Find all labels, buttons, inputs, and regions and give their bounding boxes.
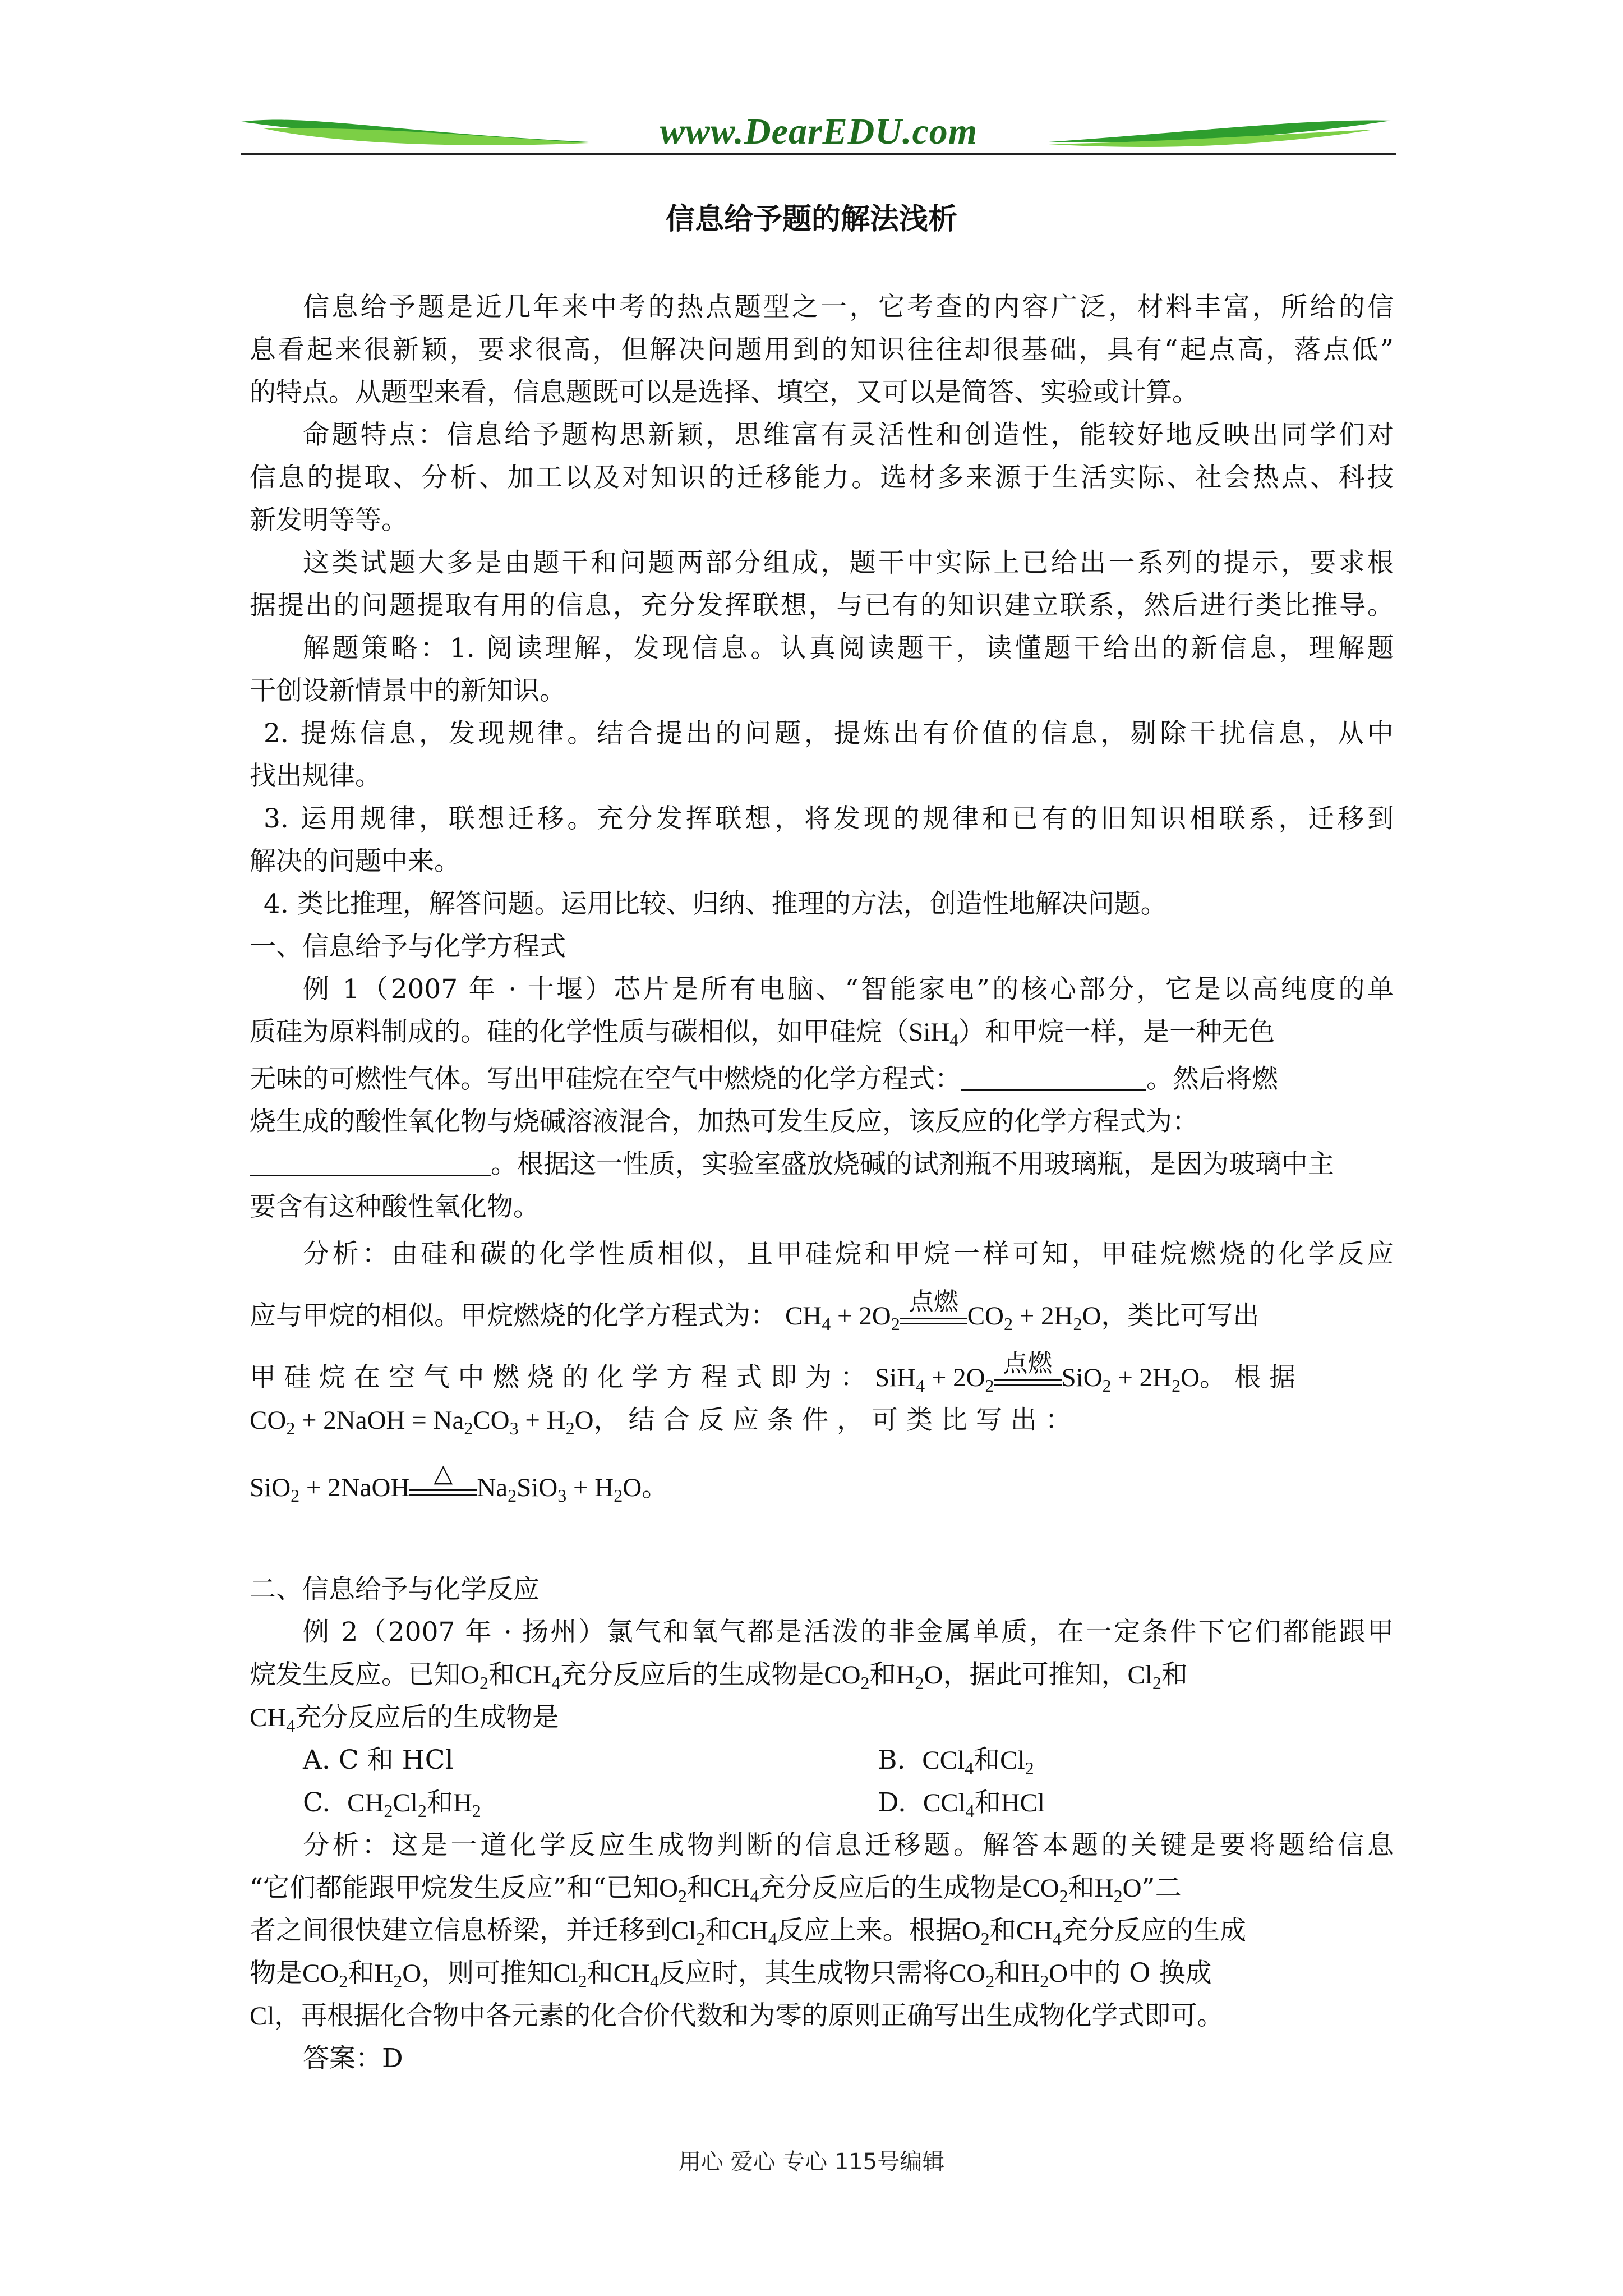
paragraph-line: 新发明等等。 — [250, 505, 408, 536]
answer-blank — [250, 1150, 491, 1176]
example-line: 烷发生反应。已知$O_2$和$CH_4$充分反应后的生成物是$CO_2$和$H_2O$，据此可推知，$Cl_2$和 — [250, 1659, 1188, 1693]
analysis-line: $CO_2$ + 2NaOH = $Na_2CO_3 + H_2O$， 结 合 反 应 条 件 ， 可 类 比 写 出 ： — [250, 1405, 1072, 1438]
section-heading: 二、信息给予与化学反应 — [250, 1574, 540, 1605]
example-line: 例 1（2007 年 · 十堰）芯片是所有电脑、“智能家电”的核心部分，它是以高纯度的单 — [303, 974, 1394, 1005]
paragraph-line: 4. 类比推理，解答问题。运用比较、归纳、推理的方法，创造性地解决问题。 — [264, 889, 1167, 919]
section-heading: 一、信息给予与化学方程式 — [250, 931, 566, 962]
example-line: 要含有这种酸性氧化物。 — [250, 1191, 540, 1222]
option-c[interactable]: C. $CH_2Cl_2$和$H_2$ — [303, 1787, 481, 1821]
example-line: 烧生成的酸性氧化物与烧碱溶液混合，加热可发生反应，该反应的化学方程式为： — [250, 1106, 1198, 1137]
paragraph-line: 干创设新情景中的新知识。 — [250, 675, 566, 706]
answer-line: 答案：D — [303, 2043, 403, 2074]
paragraph-line: 息看起来很新颖，要求很高，但解决问题用到的知识往往却很基础，具有“起点高，落点低” — [250, 334, 1394, 365]
analysis-line: Cl，再根据化合物中各元素的化合价代数和为零的原则正确写出生成物化学式即可。 — [250, 2000, 1224, 2031]
option-a[interactable]: A. C 和 HCl — [303, 1745, 454, 1775]
analysis-line: SiO$_2$ + 2NaOH △ $Na_2SiO_3 + H_2O$。 — [250, 1459, 668, 1506]
analysis-line: 分析：这是一道化学反应生成物判断的信息迁移题。解答本题的关键是要将题给信息 — [303, 1830, 1394, 1861]
example-line: 质硅为原料制成的。硅的化学性质与碳相似，如甲硅烷（SiH$_4$）和甲烷一样，是一种无色 — [250, 1016, 1275, 1050]
paragraph-line: 解题策略：1. 阅读理解，发现信息。认真阅读题干，读懂题干给出的新信息，理解题 — [303, 633, 1394, 664]
example-line: 。根据这一性质，实验室盛放烧碱的试剂瓶不用玻璃瓶，是因为玻璃中主 — [250, 1143, 1394, 1186]
analysis-line: 甲 硅 烷 在 空 气 中 燃 烧 的 化 学 方 程 式 即 为 ： $SiH_4 + 2O_2$ 点燃 $SiO_2 + 2H_2O$。 根 据 — [250, 1349, 1295, 1396]
header-divider — [241, 153, 1396, 155]
paragraph-line: 信息的提取、分析、加工以及对知识的迁移能力。选材多来源于生活实际、社会热点、科技 — [250, 462, 1394, 493]
page-footer: 用心 爱心 专心 115号编辑 — [678, 2149, 945, 2175]
paragraph-line: 3. 运用规律，联想迁移。充分发挥联想，将发现的规律和已有的旧知识相联系，迁移到 — [264, 803, 1394, 834]
example-line: 无味的可燃性气体。写出甲硅烷在空气中燃烧的化学方程式： 。然后将燃 — [250, 1064, 1278, 1094]
option-b[interactable]: B. CCl$_4$和$Cl_2$ — [878, 1745, 1034, 1778]
analysis-line: 应与甲烷的相似。甲烷燃烧的化学方程式为： $CH_4 + 2O_2$ 点燃 $CO_2 + 2H_2O$，类比可写出 — [250, 1287, 1260, 1334]
chemical-equation: $SiH_4 + 2O_2$ 点燃 $SiO_2 + 2H_2O$ — [874, 1349, 1200, 1396]
paragraph-line: 的特点。从题型来看，信息题既可以是选择、填空，又可以是简答、实验或计算。 — [250, 377, 1198, 408]
analysis-line: 物是$CO_2$和$H_2O$，则可推知$Cl_2$和$CH_4$反应时，其生成物只需将$CO_2$和$H_2O$中的 O 换成 — [250, 1958, 1212, 1991]
chemical-equation: $CH_4 + 2O_2$ 点燃 $CO_2 + 2H_2O$ — [785, 1287, 1101, 1334]
paragraph-line: 找出规律。 — [250, 761, 381, 792]
example-line: $CH_4$充分反应后的生成物是 — [250, 1702, 559, 1736]
paragraph-line: 据提出的问题提取有用的信息，充分发挥联想，与已有的知识建立联系，然后进行类比推导。 — [250, 590, 1394, 621]
chemical-equation: $CO_2$ + 2NaOH = $Na_2CO_3 + H_2O$ — [250, 1406, 594, 1438]
example-line: 例 2（2007 年 · 扬州）氯气和氧气都是活泼的非金属单质，在一定条件下它们都能跟甲 — [303, 1617, 1394, 1648]
option-d[interactable]: D. CCl$_4$和HCl — [878, 1787, 1045, 1821]
paragraph-line: 2. 提炼信息，发现规律。结合提出的问题，提炼出有价值的信息，剔除干扰信息，从中 — [264, 718, 1394, 749]
paragraph-line: 解决的问题中来。 — [250, 846, 460, 877]
analysis-line: 者之间很快建立信息桥梁，并迁移到$Cl_2$和$CH_4$反应上来。根据$O_2$和$CH_4$充分反应的生成 — [250, 1915, 1246, 1949]
header-url[interactable]: www.DearEDU.com — [660, 111, 978, 152]
site-header — [241, 109, 1396, 160]
chemical-equation: SiO$_2$ + 2NaOH △ $Na_2SiO_3 + H_2O$ — [250, 1459, 642, 1506]
paragraph-line: 信息给予题是近几年来中考的热点题型之一，它考查的内容广泛，材料丰富，所给的信 — [303, 292, 1394, 323]
answer-blank — [961, 1065, 1146, 1091]
paragraph-line: 这类试题大多是由题干和问题两部分组成，题干中实际上已给出一系列的提示，要求根 — [303, 547, 1394, 578]
analysis-line: 分析：由硅和碳的化学性质相似，且甲硅烷和甲烷一样可知，甲硅烷燃烧的化学反应 — [303, 1239, 1394, 1269]
analysis-line: “它们都能跟甲烷发生反应”和“已知$O_2$和$CH_4$充分反应后的生成物是$CO_2$和$H_2O$”二 — [250, 1872, 1182, 1906]
paragraph-line: 命题特点：信息给予题构思新颖，思维富有灵活性和创造性，能较好地反映出同学们对 — [303, 420, 1394, 450]
page-title: 信息给予题的解法浅析 — [665, 203, 957, 236]
